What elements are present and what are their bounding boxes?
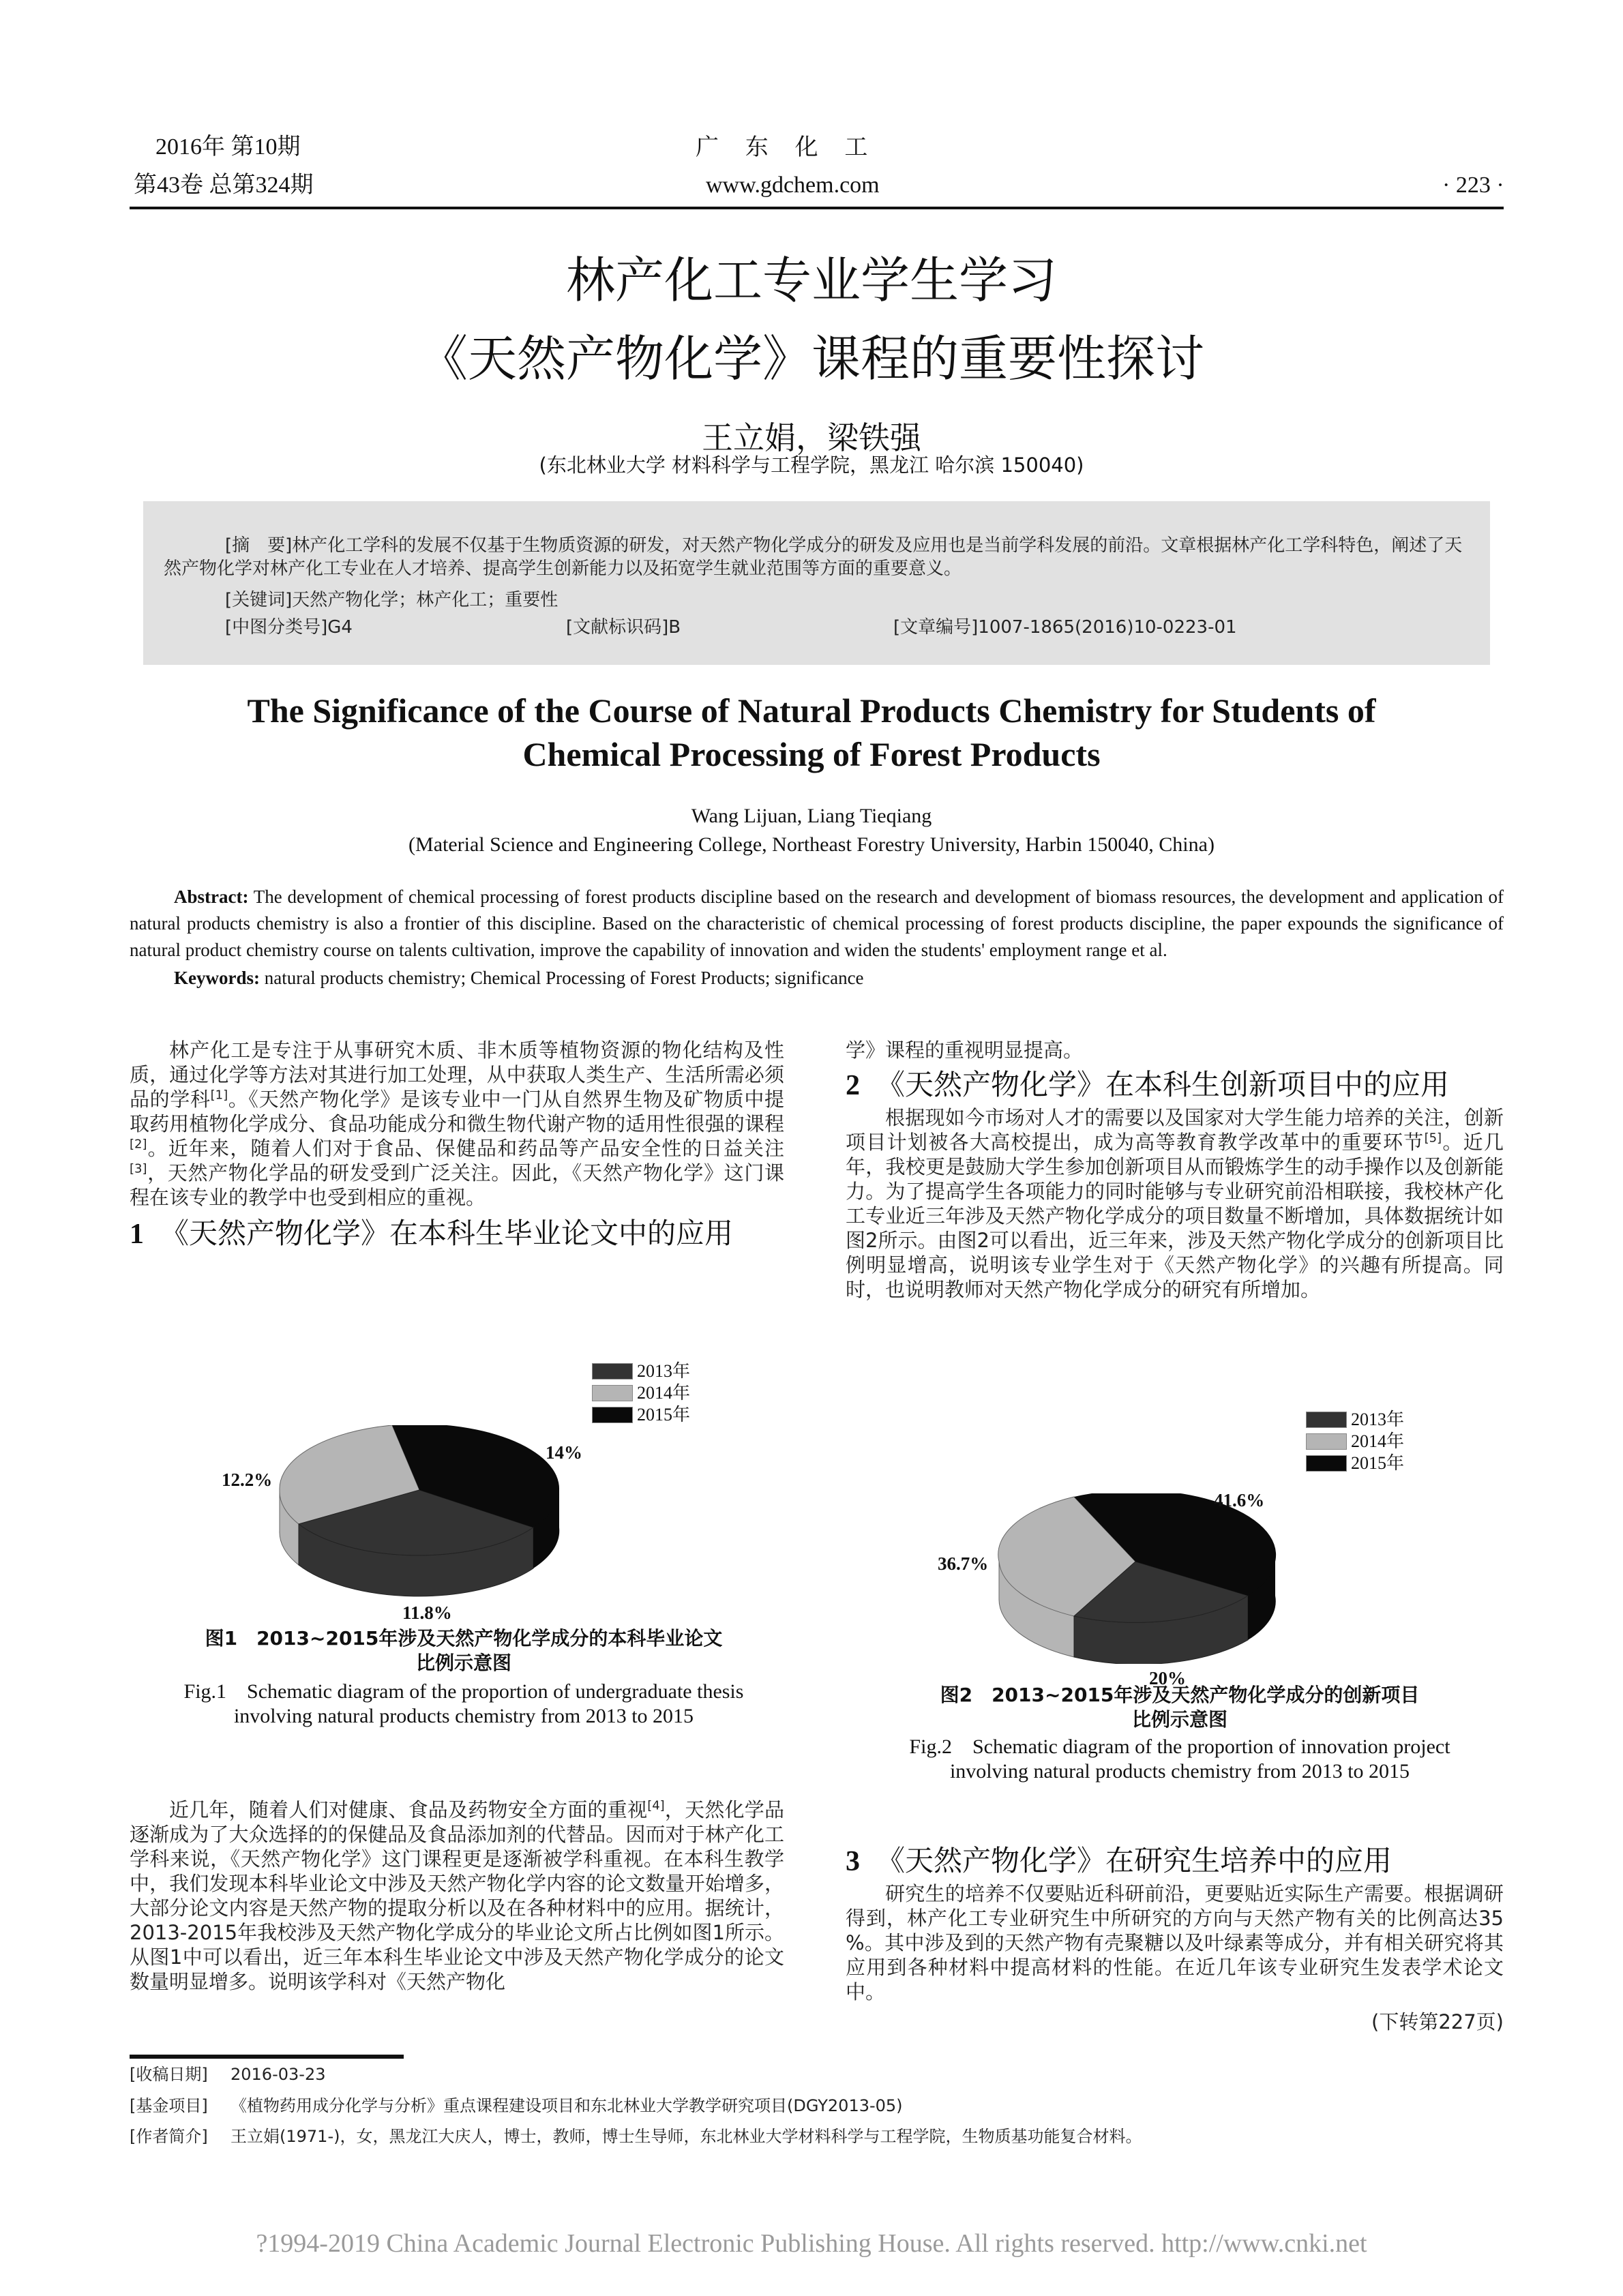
citation-ref[interactable]: [5] — [1424, 1131, 1442, 1146]
pie-chart-2 — [996, 1493, 1282, 1664]
section-number: 1 — [130, 1219, 144, 1250]
legend-item-2015 — [1306, 1452, 1404, 1474]
figure-1 — [136, 1354, 791, 1790]
legend-item-2013 — [592, 1360, 690, 1382]
document-code: [文献标识码]B — [566, 617, 681, 638]
section-number: 2 — [846, 1070, 860, 1101]
legend-item-2013 — [1306, 1409, 1404, 1431]
keywords-en-text: natural products chemistry; Chemical Processing of Forest Products; significance — [259, 968, 864, 988]
section-number: 3 — [846, 1846, 860, 1877]
footnote-funding — [130, 2096, 903, 2116]
affiliation-en: (Material Science and Engineering College, Northeast Forestry University, Harbin 150040, China) — [408, 833, 1215, 856]
continued-on-page[interactable]: (下转第227页) — [1371, 2010, 1504, 2033]
title-en-line2: Chemical Processing of Forest Products — [522, 735, 1101, 773]
citation-ref[interactable]: [2] — [130, 1137, 147, 1152]
article-number: [文章编号]1007-1865(2016)10-0223-01 — [893, 617, 1237, 638]
legend-swatch — [1306, 1433, 1347, 1450]
footnote-text: 2016-03-23 — [230, 2065, 326, 2084]
caption-line: Fig.2 Schematic diagram of the proportion of innovation project — [909, 1735, 1450, 1758]
section-1-heading — [130, 1214, 784, 1254]
text: 。《天然产物化学》是该专业中一门从自然界生物及矿物质中提取药用植物化学成分、食品功能成分和微生物代谢产物的适用性很强的课程 — [130, 1088, 784, 1135]
figure-1-caption-cn — [136, 1626, 791, 1675]
keywords-cn: [关键词]天然产物化学；林产化工；重要性 — [225, 590, 559, 610]
journal-website[interactable]: www.gdchem.com — [706, 173, 880, 198]
right-column — [846, 1038, 1504, 1302]
legend-swatch — [592, 1363, 633, 1380]
header-rule — [130, 207, 1504, 209]
pie-chart-1 — [273, 1425, 566, 1602]
pie-label-2015: 41.6% — [1214, 1490, 1265, 1510]
authors-cn: 王立娟，梁铁强 — [702, 419, 921, 456]
page-number: · 223 · — [1442, 173, 1504, 198]
legend-label: 2015年 — [637, 1405, 691, 1425]
section-title: 《天然产物化学》在本科生毕业论文中的应用 — [160, 1217, 734, 1250]
pie-label-2014: 36.7% — [938, 1553, 989, 1574]
section-3-heading — [846, 1841, 1504, 1881]
copyright-notice: ?1994-2019 China Academic Journal Electronic Publishing House. All rights reserved. http://www.cnki.net — [256, 2229, 1367, 2258]
pie-label-2015: 14% — [546, 1442, 582, 1463]
caption-line: 图2 2013~2015年涉及天然产物化学成分的创新项目 — [940, 1684, 1420, 1706]
keywords-en — [130, 965, 1504, 992]
caption-line: 比例示意图 — [1131, 1708, 1227, 1731]
caption-line: 比例示意图 — [415, 1652, 511, 1674]
journal-name: 广 东 化 工 — [696, 134, 878, 161]
footnote-text: 《植物药用成分化学与分析》重点课程建设项目和东北林业大学教学研究项目(DGY2013-05) — [230, 2096, 903, 2115]
text: 根据现如今市场对人才的需要以及国家对大学生能力培养的关注，创新项目计划被各大高校提出，成为高等教育教学改革中的重要环节 — [846, 1106, 1504, 1154]
legend-swatch — [1306, 1412, 1347, 1428]
pie-label-2014: 12.2% — [222, 1470, 273, 1490]
legend-label: 2013年 — [637, 1361, 691, 1381]
citation-ref[interactable]: [4] — [647, 1798, 665, 1813]
abstract-cn — [164, 534, 1470, 580]
abstract-en-label: Abstract: — [174, 886, 249, 907]
legend-item-2014 — [592, 1382, 690, 1404]
right-column-continued — [846, 1841, 1504, 2034]
abstract-cn-label: [摘 要] — [225, 535, 293, 556]
citation-ref[interactable]: [1] — [210, 1088, 228, 1103]
legend-label: 2014年 — [1351, 1431, 1405, 1451]
text: 。近年来，随着人们对于食品、保健品和药品等产品安全性的日益关注 — [147, 1137, 784, 1160]
figure-1-caption-en — [136, 1680, 791, 1729]
abstract-en-text: The development of chemical processing of forest products discipline based on the research and development of biomass resources, the development and application of natural products chemistry is also a frontier of this discipline. Based on the characteristic of chemical processing of forest products discipline, the paper expounds the significance of natural product chemistry course on talents cultivation, improve the capability of innovation and widen the students' employment range et al. — [130, 886, 1504, 960]
section-title: 《天然产物化学》在本科生创新项目中的应用 — [876, 1068, 1450, 1101]
title-cn-line2: 《天然产物化学》课程的重要性探讨 — [418, 330, 1204, 387]
legend-swatch — [1306, 1455, 1347, 1472]
figure-1-legend — [592, 1360, 690, 1426]
left-column-continued — [130, 1798, 784, 1994]
clc-number: [中图分类号]G4 — [225, 617, 353, 638]
figure-2-caption-cn — [852, 1683, 1507, 1732]
volume-info: 第43卷 总第324期 — [134, 173, 314, 198]
section-title: 《天然产物化学》在研究生培养中的应用 — [876, 1844, 1393, 1877]
footnote-label: [作者简介] — [130, 2127, 208, 2146]
figure-2-caption-en — [852, 1735, 1507, 1784]
abstract-en — [130, 884, 1504, 992]
abstract-cn-box — [143, 501, 1490, 665]
section-2-heading — [846, 1065, 1504, 1105]
legend-swatch — [592, 1407, 633, 1423]
text: 林产化工是专注于从事研究木质、非木质等植物资源的物化结构及性质，通过化学等方法对其进行加工处理，从中获取人类生产、生活所需必须品的学科 — [130, 1039, 784, 1111]
caption-line: Fig.1 Schematic diagram of the proportion of undergraduate thesis — [183, 1680, 744, 1703]
section-2-paragraph — [846, 1105, 1504, 1302]
title-cn-line1: 林产化工专业学生学习 — [565, 252, 1057, 309]
text: ，天然化学品逐渐成为了大众选择的的保健品及食品添加剂的代替品。因而对于林产化工学科来说，《天然产物化学》这门课程更是逐渐被学科重视。在本科生教学中，我们发现本科毕业论文中涉及天然产物化学内容的论文数量开始增多，大部分论文内容是天然产物的提取分析以及在各种材料中的应用。据统计，2013-2015年我校涉及天然产物化学成分的毕业论文所占比例如图1所示。从图1中可以看出，近三年本科生毕业论文中涉及天然产物化学成分的论文数量明显增多。说明该学科对《天然产物化 — [130, 1798, 784, 1993]
footnote-text: 王立娟(1971-)，女，黑龙江大庆人，博士，教师，博士生导师，东北林业大学材料科学与工程学院，生物质基功能复合材料。 — [230, 2127, 1142, 2146]
authors-en: Wang Lijuan, Liang Tieqiang — [691, 805, 932, 827]
figure-2 — [852, 1405, 1507, 1814]
intro-paragraph — [130, 1038, 784, 1210]
section-1-paragraph — [130, 1798, 784, 1994]
issue-info: 2016年 第10期 — [155, 134, 301, 160]
footnote-received — [130, 2064, 325, 2085]
section-1-paragraph-end: 学》课程的重视明显提高。 — [846, 1039, 1084, 1062]
pie-label-2013: 11.8% — [402, 1602, 452, 1623]
left-column — [130, 1038, 784, 1254]
keywords-en-label: Keywords: — [174, 968, 260, 988]
text: 。近几年，我校更是鼓励大学生参加创新项目从而锻炼学生的动手操作以及创新能力。为了提高学生各项能力的同时能够与专业研究前沿相联接，我校林产化工专业近三年涉及天然产物化学成分的项目数量不断增加，具体数据统计如图2所示。由图2可以看出，近三年来，涉及天然产物化学成分的创新项目比例明显增高，说明该专业学生对于《天然产物化学》的兴趣有所提高。同时，也说明教师对天然产物化学成分的研究有所增加。 — [846, 1131, 1504, 1301]
abstract-cn-text: 林产化工学科的发展不仅基于生物质资源的研发，对天然产物化学成分的研发及应用也是当前学科发展的前沿。文章根据林产化工学科特色，阐述了天然产物化学对林产化工专业在人才培养、提高学生创新能力以及拓宽学生就业范围等方面的重要意义。 — [164, 535, 1463, 579]
legend-item-2014 — [1306, 1431, 1404, 1452]
text: 近几年，随着人们对健康、食品及药物安全方面的重视 — [169, 1798, 648, 1821]
title-en-line1: The Significance of the Course of Natural Products Chemistry for Students of — [247, 691, 1376, 730]
footnote-rule — [130, 2055, 404, 2059]
abstract-en-body — [130, 884, 1504, 964]
text: ，天然产物化学品的研发受到广泛关注。因此，《天然产物化学》这门课程在该专业的教学中也受到相应的重视。 — [130, 1161, 784, 1209]
caption-line: 图1 2013~2015年涉及天然产物化学成分的本科毕业论文 — [205, 1627, 723, 1650]
legend-item-2015 — [592, 1404, 690, 1426]
legend-label: 2013年 — [1351, 1410, 1405, 1429]
section-3-paragraph: 研究生的培养不仅要贴近科研前沿，更要贴近实际生产需要。根据调研得到，林产化工专业研究生中所研究的方向与天然产物有关的比例高达35 %。其中涉及到的天然产物有壳聚糖以及叶绿素等成分，并有相关研究将其应用到各种材料中提高材料的性能。在近几年该专业研究生发表学术论文中。 — [846, 1882, 1504, 2003]
title-en — [0, 689, 1623, 776]
caption-line: involving natural products chemistry from 2013 to 2015 — [233, 1705, 694, 1727]
affiliation-cn: (东北林业大学 材料科学与工程学院，黑龙江 哈尔滨 150040) — [539, 453, 1084, 477]
pie-label-2013: 20% — [1149, 1668, 1186, 1688]
figure-2-legend — [1306, 1409, 1404, 1474]
legend-label: 2014年 — [637, 1383, 691, 1403]
footnote-author-bio — [130, 2126, 1142, 2147]
footnote-label: [基金项目] — [130, 2096, 208, 2115]
footnote-label: [收稿日期] — [130, 2065, 208, 2084]
citation-ref[interactable]: [3] — [130, 1161, 147, 1176]
legend-swatch — [592, 1385, 633, 1401]
caption-line: involving natural products chemistry from 2013 to 2015 — [949, 1760, 1410, 1783]
legend-label: 2015年 — [1351, 1453, 1405, 1473]
